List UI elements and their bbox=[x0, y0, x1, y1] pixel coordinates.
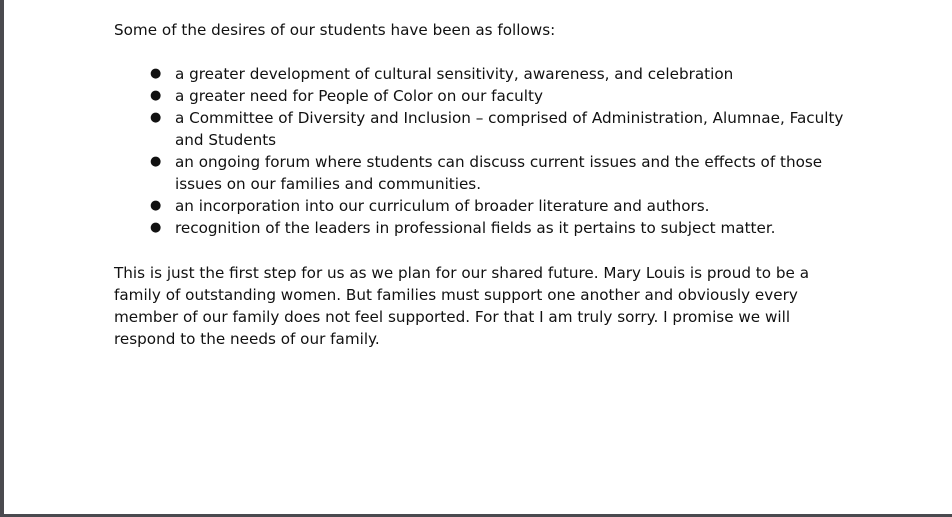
list-item bbox=[114, 63, 854, 85]
list-item bbox=[114, 217, 854, 239]
list-item-text: a Committee of Diversity and Inclusion – comprised of Administration, Alumnae, Faculty and Students bbox=[175, 109, 844, 149]
list-item bbox=[114, 195, 854, 217]
list-item-text: an ongoing forum where students can discuss current issues and the effects of those issues on our families and communities. bbox=[175, 153, 823, 193]
bullet-icon: ● bbox=[150, 110, 162, 125]
bullet-icon: ● bbox=[150, 220, 162, 235]
list-item-text: an incorporation into our curriculum of broader literature and authors. bbox=[175, 197, 710, 215]
list-item bbox=[114, 107, 854, 151]
document-page bbox=[4, 0, 952, 514]
intro-paragraph: Some of the desires of our students have been as follows: bbox=[114, 21, 556, 39]
list-item bbox=[114, 85, 854, 107]
desires-list bbox=[114, 63, 854, 239]
closing-line: This is just the first step for us as we plan for our shared future. Mary Louis is proud to be a bbox=[114, 264, 809, 282]
bullet-icon: ● bbox=[150, 198, 162, 213]
closing-line: respond to the needs of our family. bbox=[114, 330, 380, 348]
closing-line: member of our family does not feel supported. For that I am truly sorry. I promise we will bbox=[114, 308, 791, 326]
list-item-text: a greater development of cultural sensitivity, awareness, and celebration bbox=[175, 65, 734, 83]
bullet-icon: ● bbox=[150, 88, 162, 103]
list-item bbox=[114, 151, 854, 195]
closing-paragraph bbox=[114, 262, 854, 350]
bullet-icon: ● bbox=[150, 66, 162, 81]
list-item-text: a greater need for People of Color on our faculty bbox=[175, 87, 543, 105]
closing-line: family of outstanding women. But families must support one another and obviously every bbox=[114, 286, 798, 304]
list-item-text: recognition of the leaders in professional fields as it pertains to subject matter. bbox=[175, 219, 776, 237]
bullet-icon: ● bbox=[150, 154, 162, 169]
